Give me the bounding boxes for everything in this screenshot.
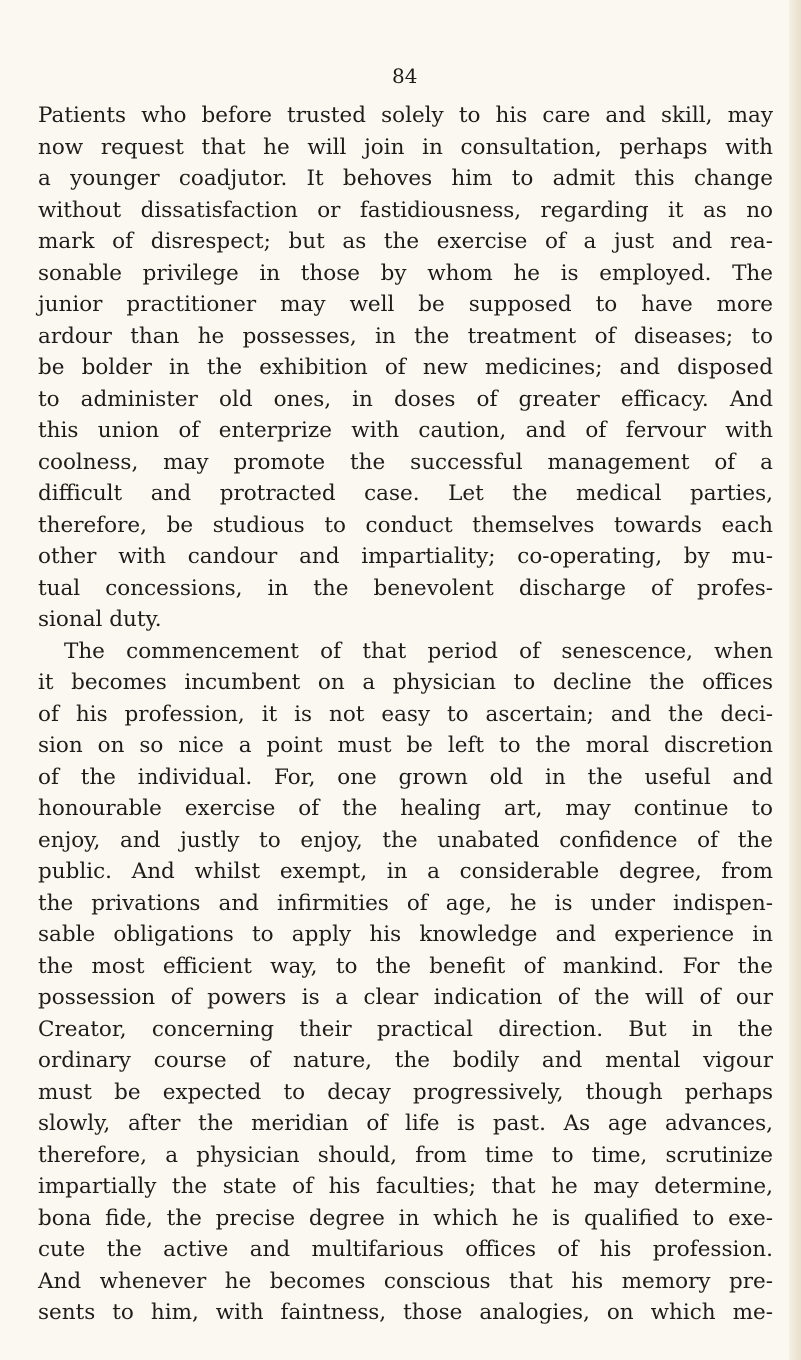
text-line: sable obligations to apply his knowledge and experience in xyxy=(38,922,773,947)
body-text xyxy=(38,100,773,1329)
page-edge xyxy=(789,0,801,1360)
text-line: difficult and protracted case. Let the medical parties, xyxy=(38,481,773,506)
text-line: the privations and infirmities of age, he is under indispen- xyxy=(38,890,773,916)
text-line: be bolder in the exhibition of new medicines; and disposed xyxy=(38,355,773,380)
text-line: sents to him, with faintness, those analogies, on which me- xyxy=(38,1300,773,1325)
text-line: junior practitioner may well be supposed to have more xyxy=(38,292,773,317)
text-line: to administer old ones, in doses of greater efficacy. And xyxy=(38,386,773,412)
text-line: ordinary course of nature, the bodily and mental vigour xyxy=(38,1048,773,1073)
text-line: therefore, a physician should, from time to time, scrutinize xyxy=(38,1142,773,1168)
text-line: must be expected to decay progressively, though perhaps xyxy=(38,1079,773,1105)
paragraph-2 xyxy=(38,636,773,1329)
text-line: without dissatisfaction or fastidiousness, regarding it as no xyxy=(38,197,773,223)
text-line: other with candour and impartiality; co-operating, by mu- xyxy=(38,544,773,569)
text-line: sion on so nice a point must be left to the moral discretion xyxy=(38,733,773,758)
text-line: slowly, after the meridian of life is past. As age advances, xyxy=(38,1111,773,1136)
text-line: it becomes incumbent on a physician to decline the offices xyxy=(38,670,773,695)
text-line: public. And whilst exempt, in a considerable degree, from xyxy=(38,859,773,884)
text-line: cute the active and multifarious offices of his profession. xyxy=(38,1237,773,1262)
text-line: Patients who before trusted solely to his care and skill, may xyxy=(38,103,773,128)
text-line: And whenever he becomes conscious that his memory pre- xyxy=(38,1268,773,1294)
text-line: Creator, concerning their practical direction. But in the xyxy=(38,1016,773,1042)
text-line: The commencement of that period of senescence, when xyxy=(64,638,773,664)
text-line: now request that he will join in consultation, perhaps with xyxy=(38,134,773,160)
text-line: therefore, be studious to conduct themselves towards each xyxy=(38,512,773,538)
text-line: sonable privilege in those by whom he is employed. The xyxy=(38,260,773,286)
text-line: impartially the state of his faculties; that he may determine, xyxy=(38,1174,773,1199)
paragraph-1 xyxy=(38,100,773,636)
text-line: ardour than he possesses, in the treatment of diseases; to xyxy=(38,323,773,349)
text-line: bona fide, the precise degree in which he is qualified to exe- xyxy=(38,1205,773,1231)
text-line: of his profession, it is not easy to ascertain; and the deci- xyxy=(38,701,773,727)
text-line: honourable exercise of the healing art, may continue to xyxy=(38,796,773,821)
text-line: enjoy, and justly to enjoy, the unabated confidence of the xyxy=(38,827,773,853)
text-line: possession of powers is a clear indication of the will of our xyxy=(38,985,773,1010)
text-line: mark of disrespect; but as the exercise of a just and rea- xyxy=(38,229,773,254)
text-line: this union of enterprize with caution, and of fervour with xyxy=(38,418,773,443)
text-line: tual concessions, in the benevolent discharge of profes- xyxy=(38,575,773,601)
text-line: a younger coadjutor. It behoves him to admit this change xyxy=(38,166,773,191)
text-line: sional duty. xyxy=(38,607,162,632)
page-number: 84 xyxy=(392,64,418,88)
text-line: coolness, may promote the successful management of a xyxy=(38,449,773,475)
text-line: of the individual. For, one grown old in the useful and xyxy=(38,764,773,790)
text-line: the most efficient way, to the benefit of mankind. For the xyxy=(38,953,773,979)
